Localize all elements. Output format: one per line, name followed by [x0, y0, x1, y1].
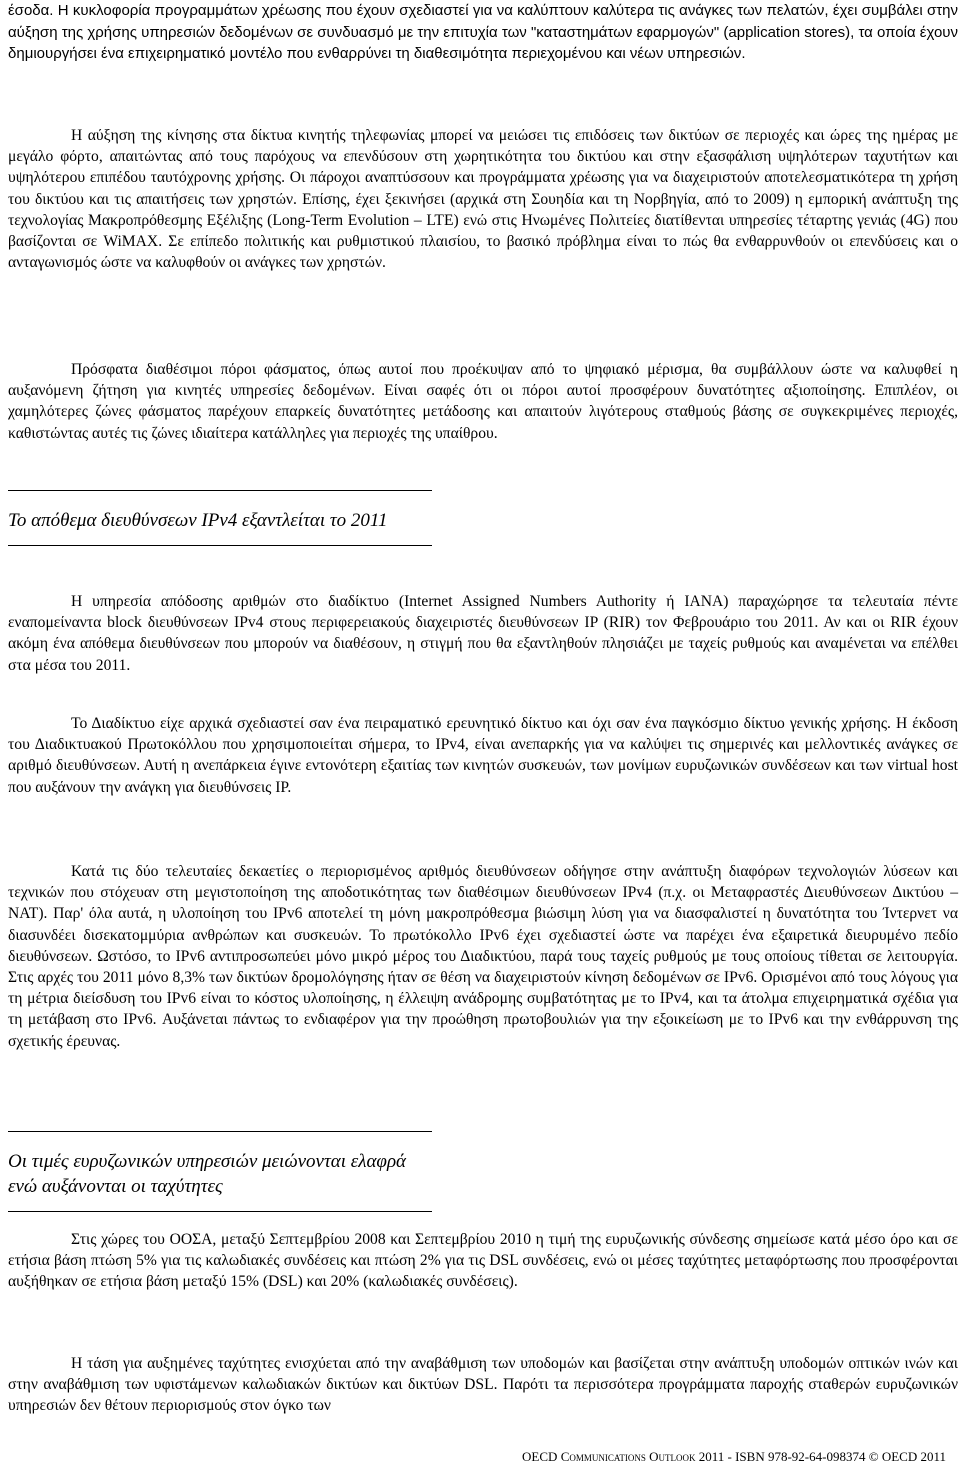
heading-rule-bottom — [8, 545, 432, 546]
paragraph-text: Στις χώρες του ΟΟΣΑ, μεταξύ Σεπτεμβρίου 2008 και Σεπτεμβρίου 2010 η τιμή της ευρυζωνικής σύνδεσης σημείωσε κατά μέσο όρο και σε ετήσια βάση πτώση 5% για τις καλωδιακές συνδέσεις και πτώση 2% για τις DSL συνδέσεις, ενώ οι μέσες ταχύτητες μεταφόρτωσης που προσφέρονται αυξήθηκαν σε ετήσια βάση μεταξύ 15% (DSL) και 20% (καλωδιακές συνδέσεις). — [8, 1231, 958, 1291]
paragraph-speed-trend — [8, 1353, 958, 1417]
section-heading-ipv4 — [8, 490, 432, 546]
footer-isbn: 2011 - ISBN 978-92-64-098374 © OECD 2011 — [695, 1449, 946, 1464]
paragraph-text: Πρόσφατα διαθέσιμοι πόροι φάσματος, όπως αυτοί που προέκυψαν από το ψηφιακό μέρισμα, θα συμβάλλουν ώστε να καλυφθεί η αυξανόμενη ζήτηση για κινητές υπηρεσίες δεδομένων. Είναι σαφές ότι οι πόροι αυτοί προσφέρουν δυνατότητες αξιοποίησης. Επιπλέον, οι χαμηλότερες ζώνες φάσματος παρέχουν επαρκείς δυνατότητες μετάδοσης και απαιτούν λιγότερους σταθμούς βάσης σε συγκεκριμένες περιοχές, καθιστώντας αυτές τις ζώνες ιδιαίτερα κατάλληλες για περιοχές της υπαίθρου. — [8, 361, 958, 442]
footer-prefix: OECD — [522, 1449, 561, 1464]
paragraph-internet-design — [8, 713, 958, 798]
paragraph-text: Η αύξηση της κίνησης στα δίκτυα κινητής τηλεφωνίας μπορεί να μειώσει τις επιδόσεις των δικτύων σε περιοχές και ώρες της ημέρας με μεγάλο φόρτο, απαιτώντας από τους παρόχους να επενδύσουν στη χωρητικότητα του δικτύου και στην εξασφάλιση υψηλότερων ταχυτήτων και υψηλότερου επιπέδου ταυτόχρονης χρήσης. Οι πάροχοι αναπτύσσουν και προγράμματα χρέωσης για να διαχειριστούν αποτελεσματικότερα τη χρήση του δικτύου και τις απαιτήσεις των χρηστών. Επίσης, έχει ξεκινήσει (αρχικά στη Σουηδία και τη Νορβηγία, από το 2009) η εμπορική ανάπτυξη της τεχνολογίας Μακροπρόθεσμης Εξέλιξης (Long-Term Evolution – LTE) ενώ στις Ηνωμένες Πολιτείες διατίθενται υπηρεσίες τέταρτης γενιάς (4G) που βασίζονται σε WiMAX. Σε επίπεδο πολιτικής και ρυθμιστικού πλαισίου, το βασικό πρόβλημα είναι το πώς θα ενθαρρυνθούν οι επενδύσεις και ο ανταγωνισμός ώστε να καλυφθούν οι ανάγκες των χρηστών. — [8, 127, 958, 272]
paragraph-text: Κατά τις δύο τελευταίες δεκαετίες ο περιορισμένος αριθμός διευθύνσεων οδήγησε στην ανάπτυξη διαφόρων τεχνολογιών λύσεων και τεχνικών που στόχευαν στη μεγιστοποίηση της αποδοτικότητας των διαθέσιμων διευθύνσεων IPv4 (π.χ. οι Μεταφραστές Διευθύνσεων Δικτύου – NAT). Παρ' όλα αυτά, η υλοποίηση του IPv6 αποτελεί τη μόνη μακροπρόθεσμα βιώσιμη λύση για να διασφαλιστεί η δυνατότητα του Ίντερνετ να διασυνδέει δισεκατομμύρια ανθρώπων και συσκευών. Το πρωτόκολλο IPv6 έχει σχεδιαστεί ώστε να παρέχει ένα εξαιρετικά διευρυμένο πεδίο διευθύνσεων. Ωστόσο, το IPv6 αντιπροσωπεύει μόνο μικρό μέρος του Διαδικτύου, παρά τους ταχείς ρυθμούς με τους οποίους τίθεται σε λειτουργία. Στις αρχές του 2011 μόνο 8,3% των δικτύων δρομολόγησης ήταν σε θέση να διαχειριστούν κίνηση δεδομένων σε IPv6. Ορισμένοι από τους λόγους για τη μέτρια διείσδυση του IPv6 είναι το κόστος υλοποίησης, η έλλειψη ανάδρομης συμβατότητας με το IPv4, και τα άτολμα επιχειρηματικά σχέδια για τη μετάβαση στο IPv6. Αυξάνεται πάντως το ενδιαφέρον για την προώθηση πρωτοβουλιών για την εξοικείωση με το IPv6 και την ενθάρρυνση της σχετικής έρευνας. — [8, 863, 958, 1050]
paragraph-intro — [8, 0, 958, 65]
heading-rule-top — [8, 490, 432, 491]
paragraph-spectrum — [8, 359, 958, 444]
paragraph-text: Η τάση για αυξημένες ταχύτητες ενισχύεται από την αναβάθμιση των υποδομών και βασίζεται στην ανάπτυξη υποδομών οπτικών ινών και στην αναβάθμιση των υφιστάμενων καλωδιακών δικτύων και δικτύων DSL. Παρότι τα περισσότερα προγράμματα παροχής σταθερών ευρυζωνικών υπηρεσιών δεν θέτουν περιορισμούς στον όγκο των — [8, 1355, 958, 1415]
heading-text: Το απόθεμα διευθύνσεων IPv4 εξαντλείται το 2011 — [8, 510, 388, 531]
heading-rule-top — [8, 1131, 432, 1132]
section-heading-broadband-prices — [8, 1131, 432, 1212]
paragraph-iana — [8, 591, 958, 676]
paragraph-text: Το Διαδίκτυο είχε αρχικά σχεδιαστεί σαν ένα πειραματικό ερευνητικό δίκτυο και όχι σαν ένα παγκόσμιο δίκτυο γενικής χρήσης. Η έκδοση του Διαδικτυακού Πρωτοκόλλου που χρησιμοποιείται σήμερα, το IPv4, είναι ανεπαρκής για να καλύψει τις σημερινές και μελλοντικές ανάγκες σε αριθμό διευθύνσεων. Αυτή η ανεπάρκεια έγινε εντονότερη εξαιτίας των κινητών συσκευών, των μονίμων ευρυζωνικών συνδέσεων και των virtual host που αυξάνουν την ανάγκη για διευθύνσεις IP. — [8, 715, 958, 796]
paragraph-ipv6 — [8, 861, 958, 1052]
paragraph-mobile-traffic — [8, 125, 958, 273]
footer-publication-title: Communications Outlook — [560, 1449, 696, 1464]
page-footer — [522, 1449, 946, 1465]
paragraph-text: έσοδα. Η κυκλοφορία προγραμμάτων χρέωσης που έχουν σχεδιαστεί για να καλύπτουν καλύτερα τις ανάγκες των πελατών, έχει συμβάλει στην αύξηση της χρήσης υπηρεσιών δεδομένων σε συνδυασμό με την επιτυχία των "καταστημάτων εφαρμογών" (application stores), τα οποία έχουν δημιουργήσει ένα επιχειρηματικό μοντέλο που ενθαρρύνει τη διαθεσιμότητα περιεχομένου και νέων υπηρεσιών. — [8, 2, 958, 62]
paragraph-oecd-prices — [8, 1229, 958, 1293]
heading-text: Οι τιμές ευρυζωνικών υπηρεσιών μειώνονται ελαφρά ενώ αυξάνονται οι ταχύτητες — [8, 1151, 407, 1197]
paragraph-text: Η υπηρεσία απόδοσης αριθμών στο διαδίκτυο (Internet Assigned Numbers Authority ή IANA) παραχώρησε τα τελευταία πέντε εναπομείναντα block διευθύνσεων IPv4 στους περιφερειακούς διαχειριστές διευθύνσεων IP (RIR) τον Φεβρουάριο του 2011. Αν και οι RIR έχουν ακόμη ένα απόθεμα διευθύνσεων που μπορούν να διαθέσουν, η στιγμή που θα εξαντληθούν πλησιάζει με ταχείς ρυθμούς και αναμένεται να επέλθει στα μέσα του 2011. — [8, 593, 958, 674]
heading-rule-bottom — [8, 1211, 432, 1212]
